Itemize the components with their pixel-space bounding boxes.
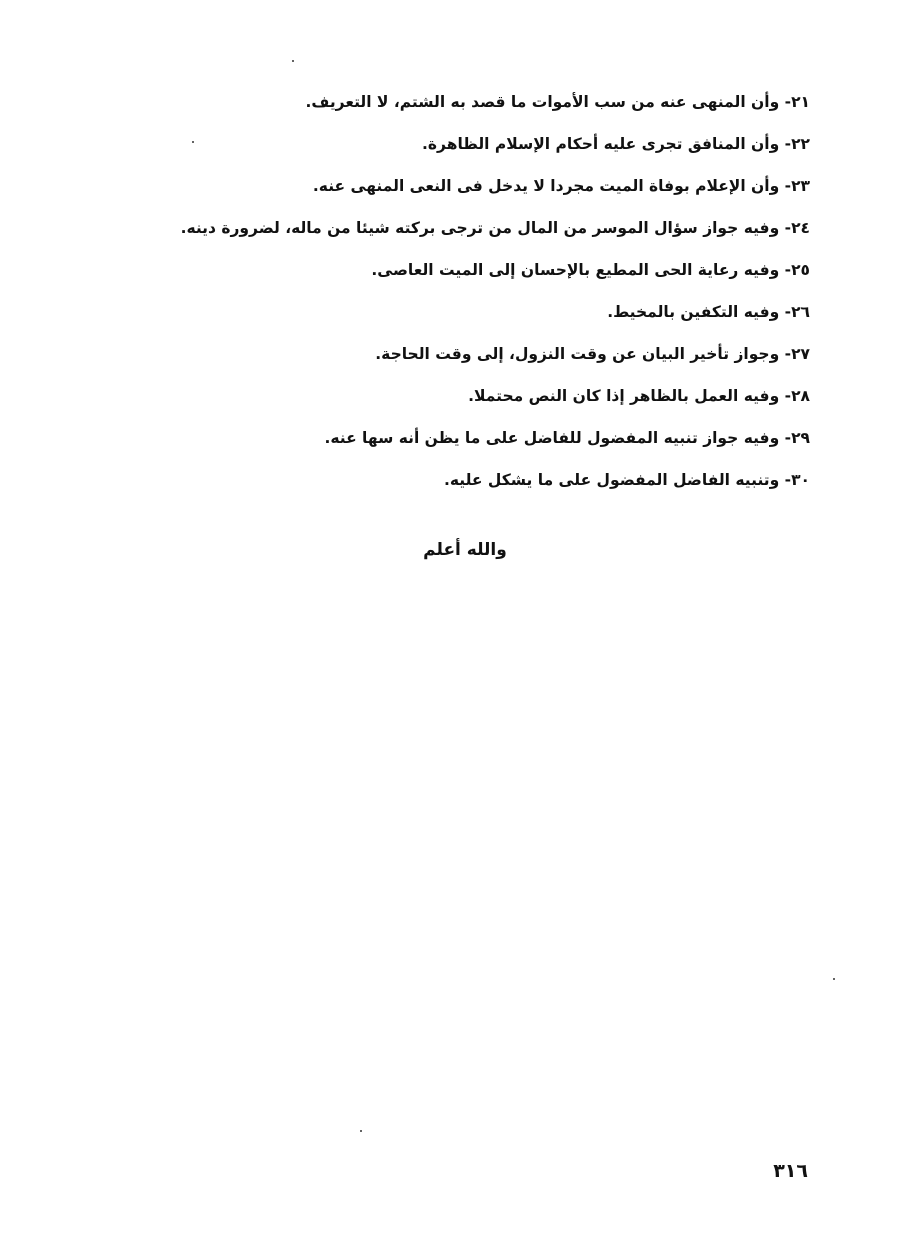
- item-text: وفيه جواز تنبيه المفضول للفاضل على ما يظن أنه سها عنه.: [324, 429, 780, 447]
- item-text: وأن المنافق تجرى عليه أحكام الإسلام الظاهرة.: [422, 135, 780, 153]
- item-number: ٢٣-: [784, 177, 810, 195]
- item-number: ٢٨-: [784, 387, 810, 405]
- scan-speck: [192, 141, 194, 143]
- item-text: وفيه رعاية الحى المطيع بالإحسان إلى الميت العاصى.: [371, 261, 780, 279]
- item-number: ٢٢-: [784, 135, 810, 153]
- scan-speck: [833, 978, 835, 980]
- item-text: وفيه العمل بالظاهر إذا كان النص محتملا.: [468, 387, 780, 405]
- list-item: [210, 378, 810, 420]
- list-item: [210, 168, 810, 210]
- item-number: ٢٤-: [784, 219, 810, 237]
- list-item: [210, 420, 810, 462]
- item-text: وأن الإعلام بوفاة الميت مجردا لا يدخل فى النعى المنهى عنه.: [312, 177, 780, 195]
- list-item: [210, 84, 810, 126]
- list-item: [180, 210, 810, 252]
- scan-speck: [292, 60, 294, 62]
- list-item: [210, 336, 810, 378]
- list-item: [210, 294, 810, 336]
- scan-speck: [360, 1130, 362, 1132]
- list-item: [210, 252, 810, 294]
- item-number: ٢٩-: [784, 429, 810, 447]
- item-number: ٢٧-: [784, 345, 810, 363]
- item-text: وتنبيه الفاضل المفضول على ما يشكل عليه.: [443, 471, 780, 489]
- closing-phrase: والله أعلم: [423, 540, 507, 560]
- item-number: ٢١-: [784, 93, 810, 111]
- item-number: ٣٠-: [784, 471, 810, 489]
- numbered-list: [180, 84, 810, 504]
- item-text: وأن المنهى عنه من سب الأموات ما قصد به الشتم، لا التعريف.: [305, 93, 780, 111]
- list-item: [210, 462, 810, 504]
- item-text: وجواز تأخير البيان عن وقت النزول، إلى وقت الحاجة.: [375, 345, 780, 363]
- item-text: وفيه التكفين بالمخيط.: [607, 303, 780, 321]
- page-number: ٣١٦: [773, 1160, 808, 1182]
- item-text: وفيه جواز سؤال الموسر من المال من ترجى بركته شيئا من ماله، لضرورة دينه.: [180, 219, 780, 237]
- list-item: [210, 126, 810, 168]
- item-number: ٢٥-: [784, 261, 810, 279]
- item-number: ٢٦-: [784, 303, 810, 321]
